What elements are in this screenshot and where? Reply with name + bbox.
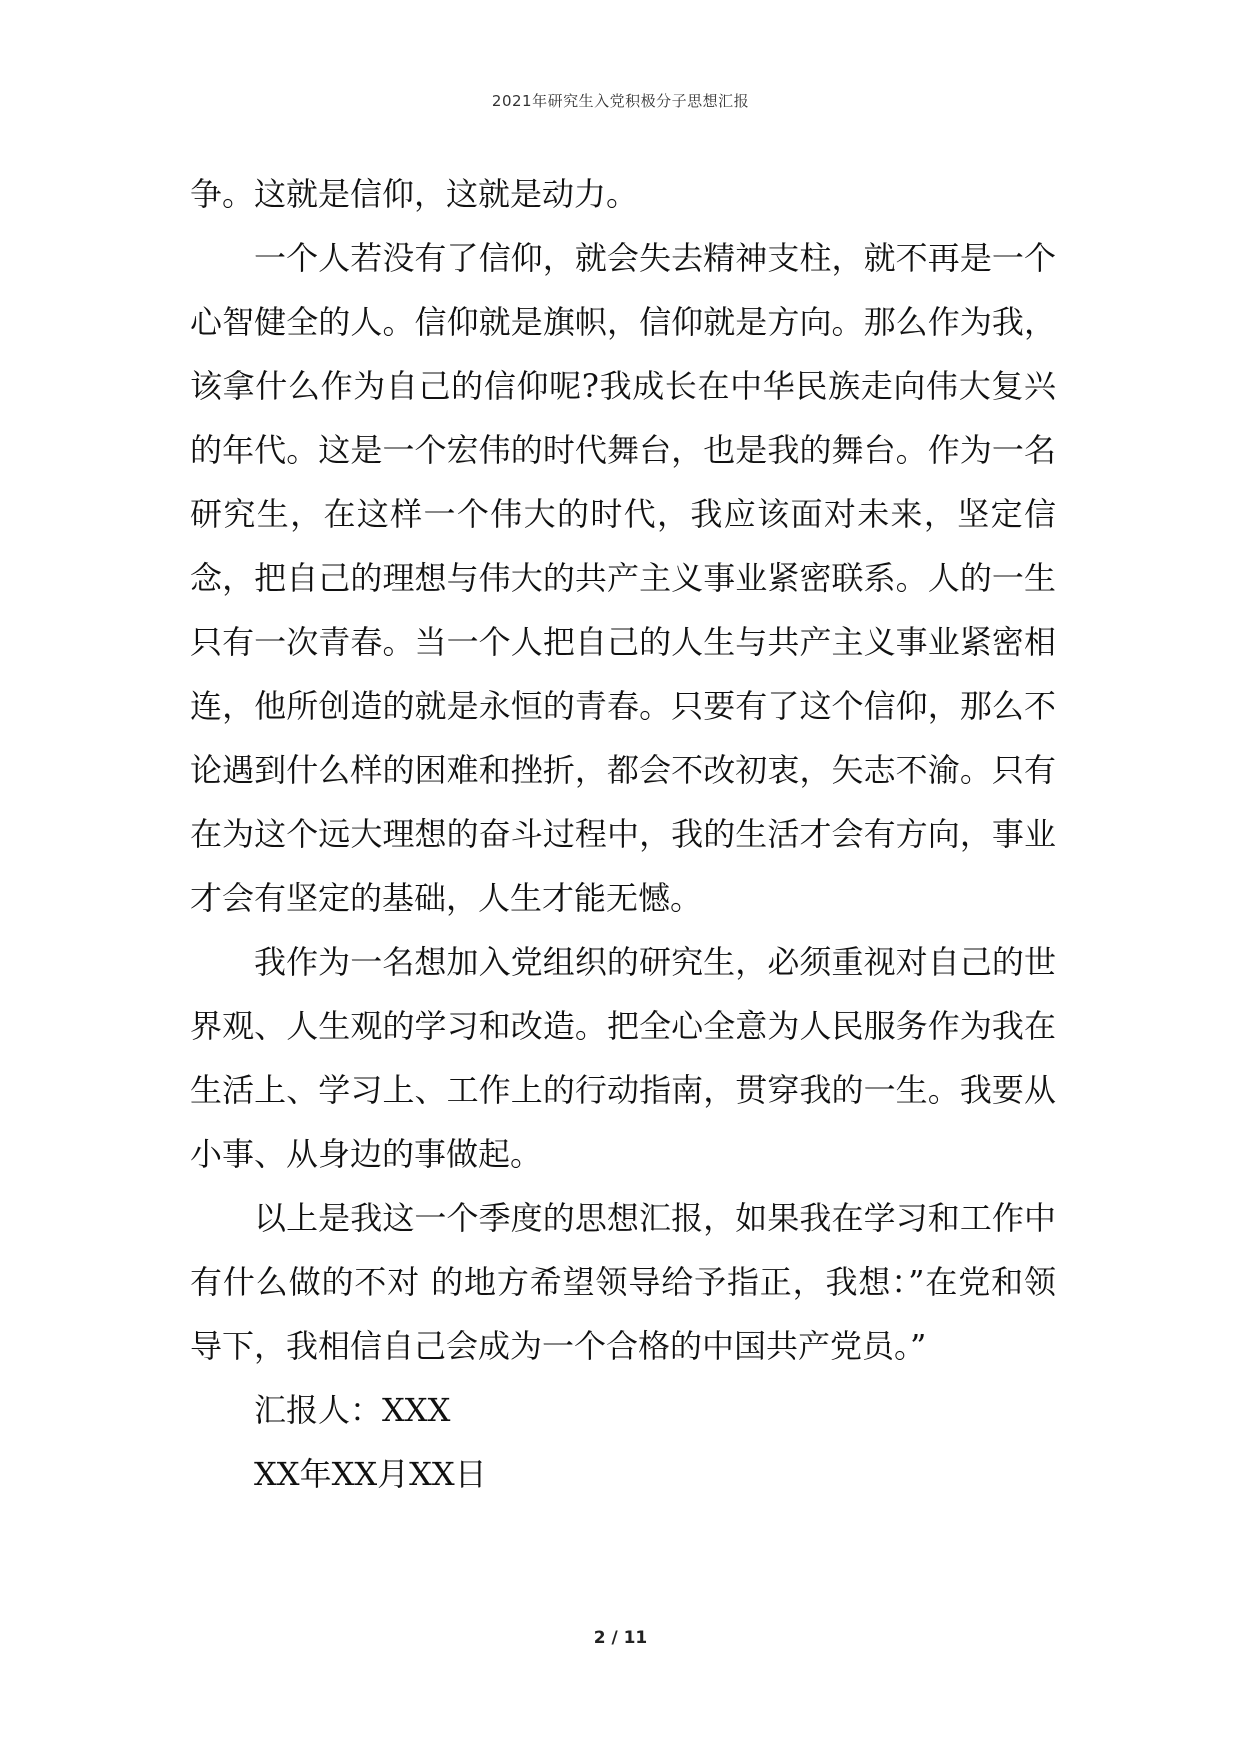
paragraph-conclusion: 以上是我这一个季度的思想汇报，如果我在学习和工作中有什么做的不对 的地方希望领导给予指正，我想：”在党和领导下，我相信自己会成为一个合格的中国共产党员。” (190, 1199, 1056, 1365)
reporter-line: 汇报人：XXX (254, 1391, 451, 1429)
paragraph-faith: 一个人若没有了信仰，就会失去精神支柱，就不再是一个心智健全的人。信仰就是旗帜，信仰就是方向。那么作为我，该拿什么作为自己的信仰呢?我成长在中华民族走向伟大复兴的年代。这是一个宏伟的时代舞台，也是我的舞台。作为一名研究生，在这样一个伟大的时代，我应该面对未来，坚定信念，把自己的理想与伟大的共产主义事业紧密联系。人的一生只有一次青春。当一个人把自己的人生与共产主义事业紧密相连，他所创造的就是永恒的青春。只要有了这个信仰，那么不论遇到什么样的困难和挫折，都会不改初衷，矢志不渝。只有在为这个远大理想的奋斗过程中，我的生活才会有方向，事业才会有坚定的基础，人生才能无憾。 (190, 239, 1056, 917)
document-body (190, 162, 1056, 1506)
page-header-title: 2021年研究生入党积极分子思想汇报 (491, 92, 750, 110)
paragraph-worldview: 我作为一名想加入党组织的研究生，必须重视对自己的世界观、人生观的学习和改造。把全心全意为人民服务作为我在生活上、学习上、工作上的行动指南，贯穿我的一生。我要从小事、从身边的事做起。 (190, 943, 1056, 1173)
page-number: 2 / 11 (593, 1628, 648, 1648)
date-line: XX年XX月XX日 (254, 1455, 487, 1493)
paragraph-continuation: 争。这就是信仰，这就是动力。 (190, 175, 639, 213)
